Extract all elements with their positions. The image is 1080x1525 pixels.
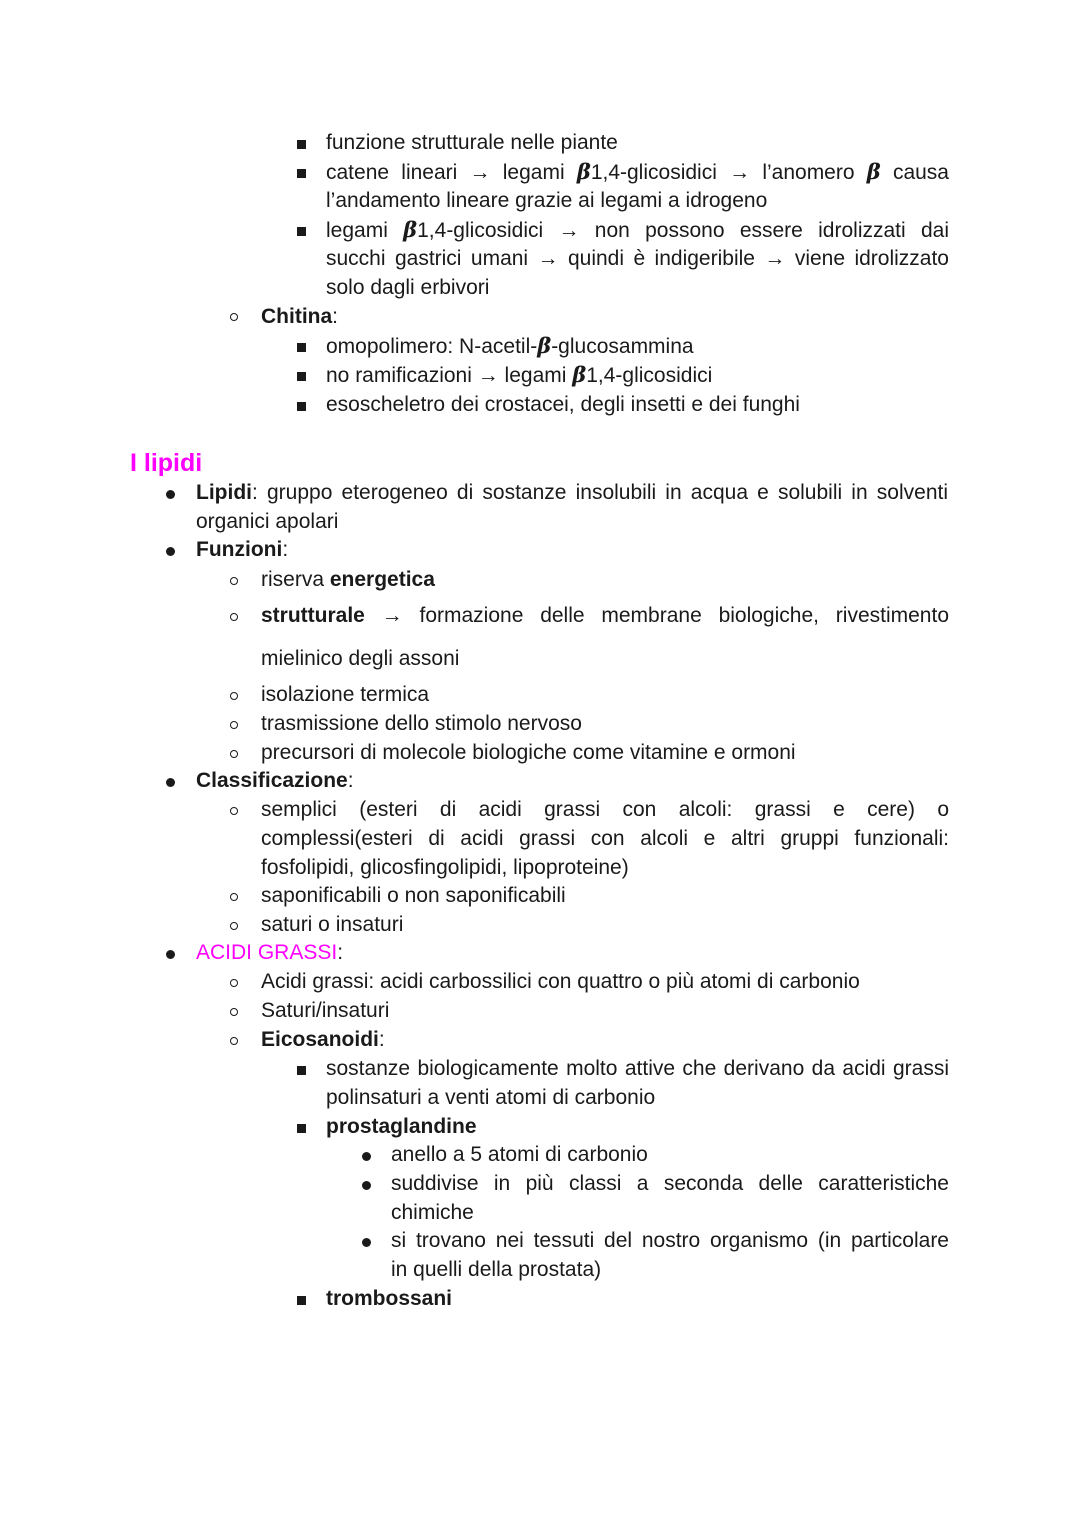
funzioni-item-strutturale-line-1: [261, 603, 949, 629]
chitina-item-3: esoscheletro dei crostacei, degli insetti e dei funghi: [326, 393, 800, 416]
circle-bullet-icon: [230, 922, 238, 930]
square-bullet-icon: [297, 227, 306, 236]
cellulosa-item-3-line-2: succhi gastrici umani → quindi è indigeribile → viene idrolizzato: [326, 247, 949, 270]
riserva-text: riserva: [261, 568, 330, 591]
funzioni-item-riserva: [261, 567, 435, 593]
chitina-item-2: no ramificazioni → legami β1,4-glicosidici: [326, 362, 713, 387]
square-bullet-icon: [297, 169, 306, 178]
disc-bullet-icon: [166, 490, 175, 499]
prostaglandine-item-3-line-1: si trovano nei tessuti del nostro organismo (in particolare: [391, 1229, 949, 1252]
acidi-grassi-item-saturi: Saturi/insaturi: [261, 999, 390, 1022]
lipidi-definition-text: : gruppo eterogeneo di sostanze insolubili in acqua e solubili in solventi: [252, 481, 948, 504]
square-bullet-icon: [297, 343, 306, 352]
chitina-heading: [261, 304, 338, 330]
disc-bullet-icon: [166, 547, 175, 556]
cellulosa-item-2-line-2: l’andamento lineare grazie ai legami a idrogeno: [326, 189, 768, 212]
square-bullet-icon: [297, 1296, 306, 1305]
acidi-grassi-title: ACIDI GRASSI: [196, 941, 338, 964]
eicosanoidi-title: Eicosanoidi: [261, 1028, 379, 1051]
acidi-grassi-colon: :: [337, 941, 344, 964]
square-bullet-icon: [297, 1124, 306, 1133]
lipidi-definition-line-1: [196, 480, 948, 506]
circle-bullet-icon: [230, 613, 238, 621]
circle-bullet-icon: [230, 577, 238, 585]
cellulosa-item-1: funzione strutturale nelle piante: [326, 131, 618, 154]
square-bullet-icon: [297, 1066, 306, 1075]
classificazione-colon: :: [347, 769, 354, 792]
disc-bullet-icon: [166, 778, 175, 787]
funzioni-item-trasmissione: trasmissione dello stimolo nervoso: [261, 712, 582, 735]
funzioni-item-strutturale-line-2: mielinico degli assoni: [261, 647, 460, 670]
prostaglandine-title: prostaglandine: [326, 1115, 477, 1138]
trombossani-title: trombossani: [326, 1287, 453, 1310]
circle-bullet-icon: [230, 313, 238, 321]
eicosanoidi-colon: :: [378, 1028, 385, 1051]
circle-bullet-icon: [230, 721, 238, 729]
classificazione-semplici-line-2: complessi(esteri di acidi grassi con alcoli e altri gruppi funzionali:: [261, 827, 949, 850]
prostaglandine-item-2-line-1: suddivise in più classi a seconda delle caratteristiche: [391, 1172, 949, 1195]
funzioni-heading: [196, 537, 288, 563]
disc-bullet-icon: [362, 1238, 371, 1247]
classificazione-semplici-line-3: fosfolipidi, glicosfingolipidi, lipoproteine): [261, 856, 629, 879]
acidi-grassi-item-definizione: Acidi grassi: acidi carbossilici con quattro o più atomi di carbonio: [261, 970, 860, 993]
strutturale-text: → formazione delle membrane biologiche, rivestimento: [364, 604, 949, 627]
chitina-item-1: omopolimero: N-acetil-β-glucosammina: [326, 333, 694, 358]
section-title: I lipidi: [130, 449, 203, 477]
cellulosa-item-3-line-1: legami β1,4-glicosidici → non possono essere idrolizzati dai: [326, 217, 949, 242]
disc-bullet-icon: [362, 1181, 371, 1190]
chitina-colon: :: [332, 305, 339, 328]
square-bullet-icon: [297, 140, 306, 149]
disc-bullet-icon: [362, 1152, 371, 1161]
lipidi-term: Lipidi: [196, 481, 252, 504]
funzioni-colon: :: [282, 538, 289, 561]
eicosanoidi-heading: [261, 1027, 385, 1053]
disc-bullet-icon: [166, 950, 175, 959]
classificazione-item-saturi: saturi o insaturi: [261, 913, 404, 936]
circle-bullet-icon: [230, 750, 238, 758]
classificazione-semplici-line-1: semplici (esteri di acidi grassi con alcoli: grassi e cere) o: [261, 798, 949, 821]
cellulosa-item-3-line-3: solo dagli erbivori: [326, 276, 490, 299]
prostaglandine-item-2-line-2: chimiche: [391, 1201, 474, 1224]
prostaglandine-item-1: anello a 5 atomi di carbonio: [391, 1143, 648, 1166]
acidi-grassi-heading: [196, 940, 343, 966]
circle-bullet-icon: [230, 893, 238, 901]
classificazione-title: Classificazione: [196, 769, 348, 792]
classificazione-heading: [196, 768, 354, 794]
funzioni-title: Funzioni: [196, 538, 283, 561]
circle-bullet-icon: [230, 807, 238, 815]
circle-bullet-icon: [230, 1008, 238, 1016]
chitina-title: Chitina: [261, 305, 333, 328]
circle-bullet-icon: [230, 1037, 238, 1045]
classificazione-item-saponificabili: saponificabili o non saponificabili: [261, 884, 566, 907]
square-bullet-icon: [297, 402, 306, 411]
strutturale-bold: strutturale: [261, 604, 365, 627]
riserva-bold: energetica: [329, 568, 435, 591]
prostaglandine-item-3-line-2: in quelli della prostata): [391, 1258, 602, 1281]
square-bullet-icon: [297, 372, 306, 381]
lipidi-definition-line-2: organici apolari: [196, 510, 339, 533]
cellulosa-item-2-line-1: catene lineari → legami β1,4-glicosidici → l’anomero β causa: [326, 159, 949, 184]
eicosanoidi-desc-line-1: sostanze biologicamente molto attive che derivano da acidi grassi: [326, 1057, 949, 1080]
funzioni-item-isolazione: isolazione termica: [261, 683, 430, 706]
circle-bullet-icon: [230, 979, 238, 987]
funzioni-item-precursori: precursori di molecole biologiche come vitamine e ormoni: [261, 741, 796, 764]
circle-bullet-icon: [230, 692, 238, 700]
eicosanoidi-desc-line-2: polinsaturi a venti atomi di carbonio: [326, 1086, 656, 1109]
